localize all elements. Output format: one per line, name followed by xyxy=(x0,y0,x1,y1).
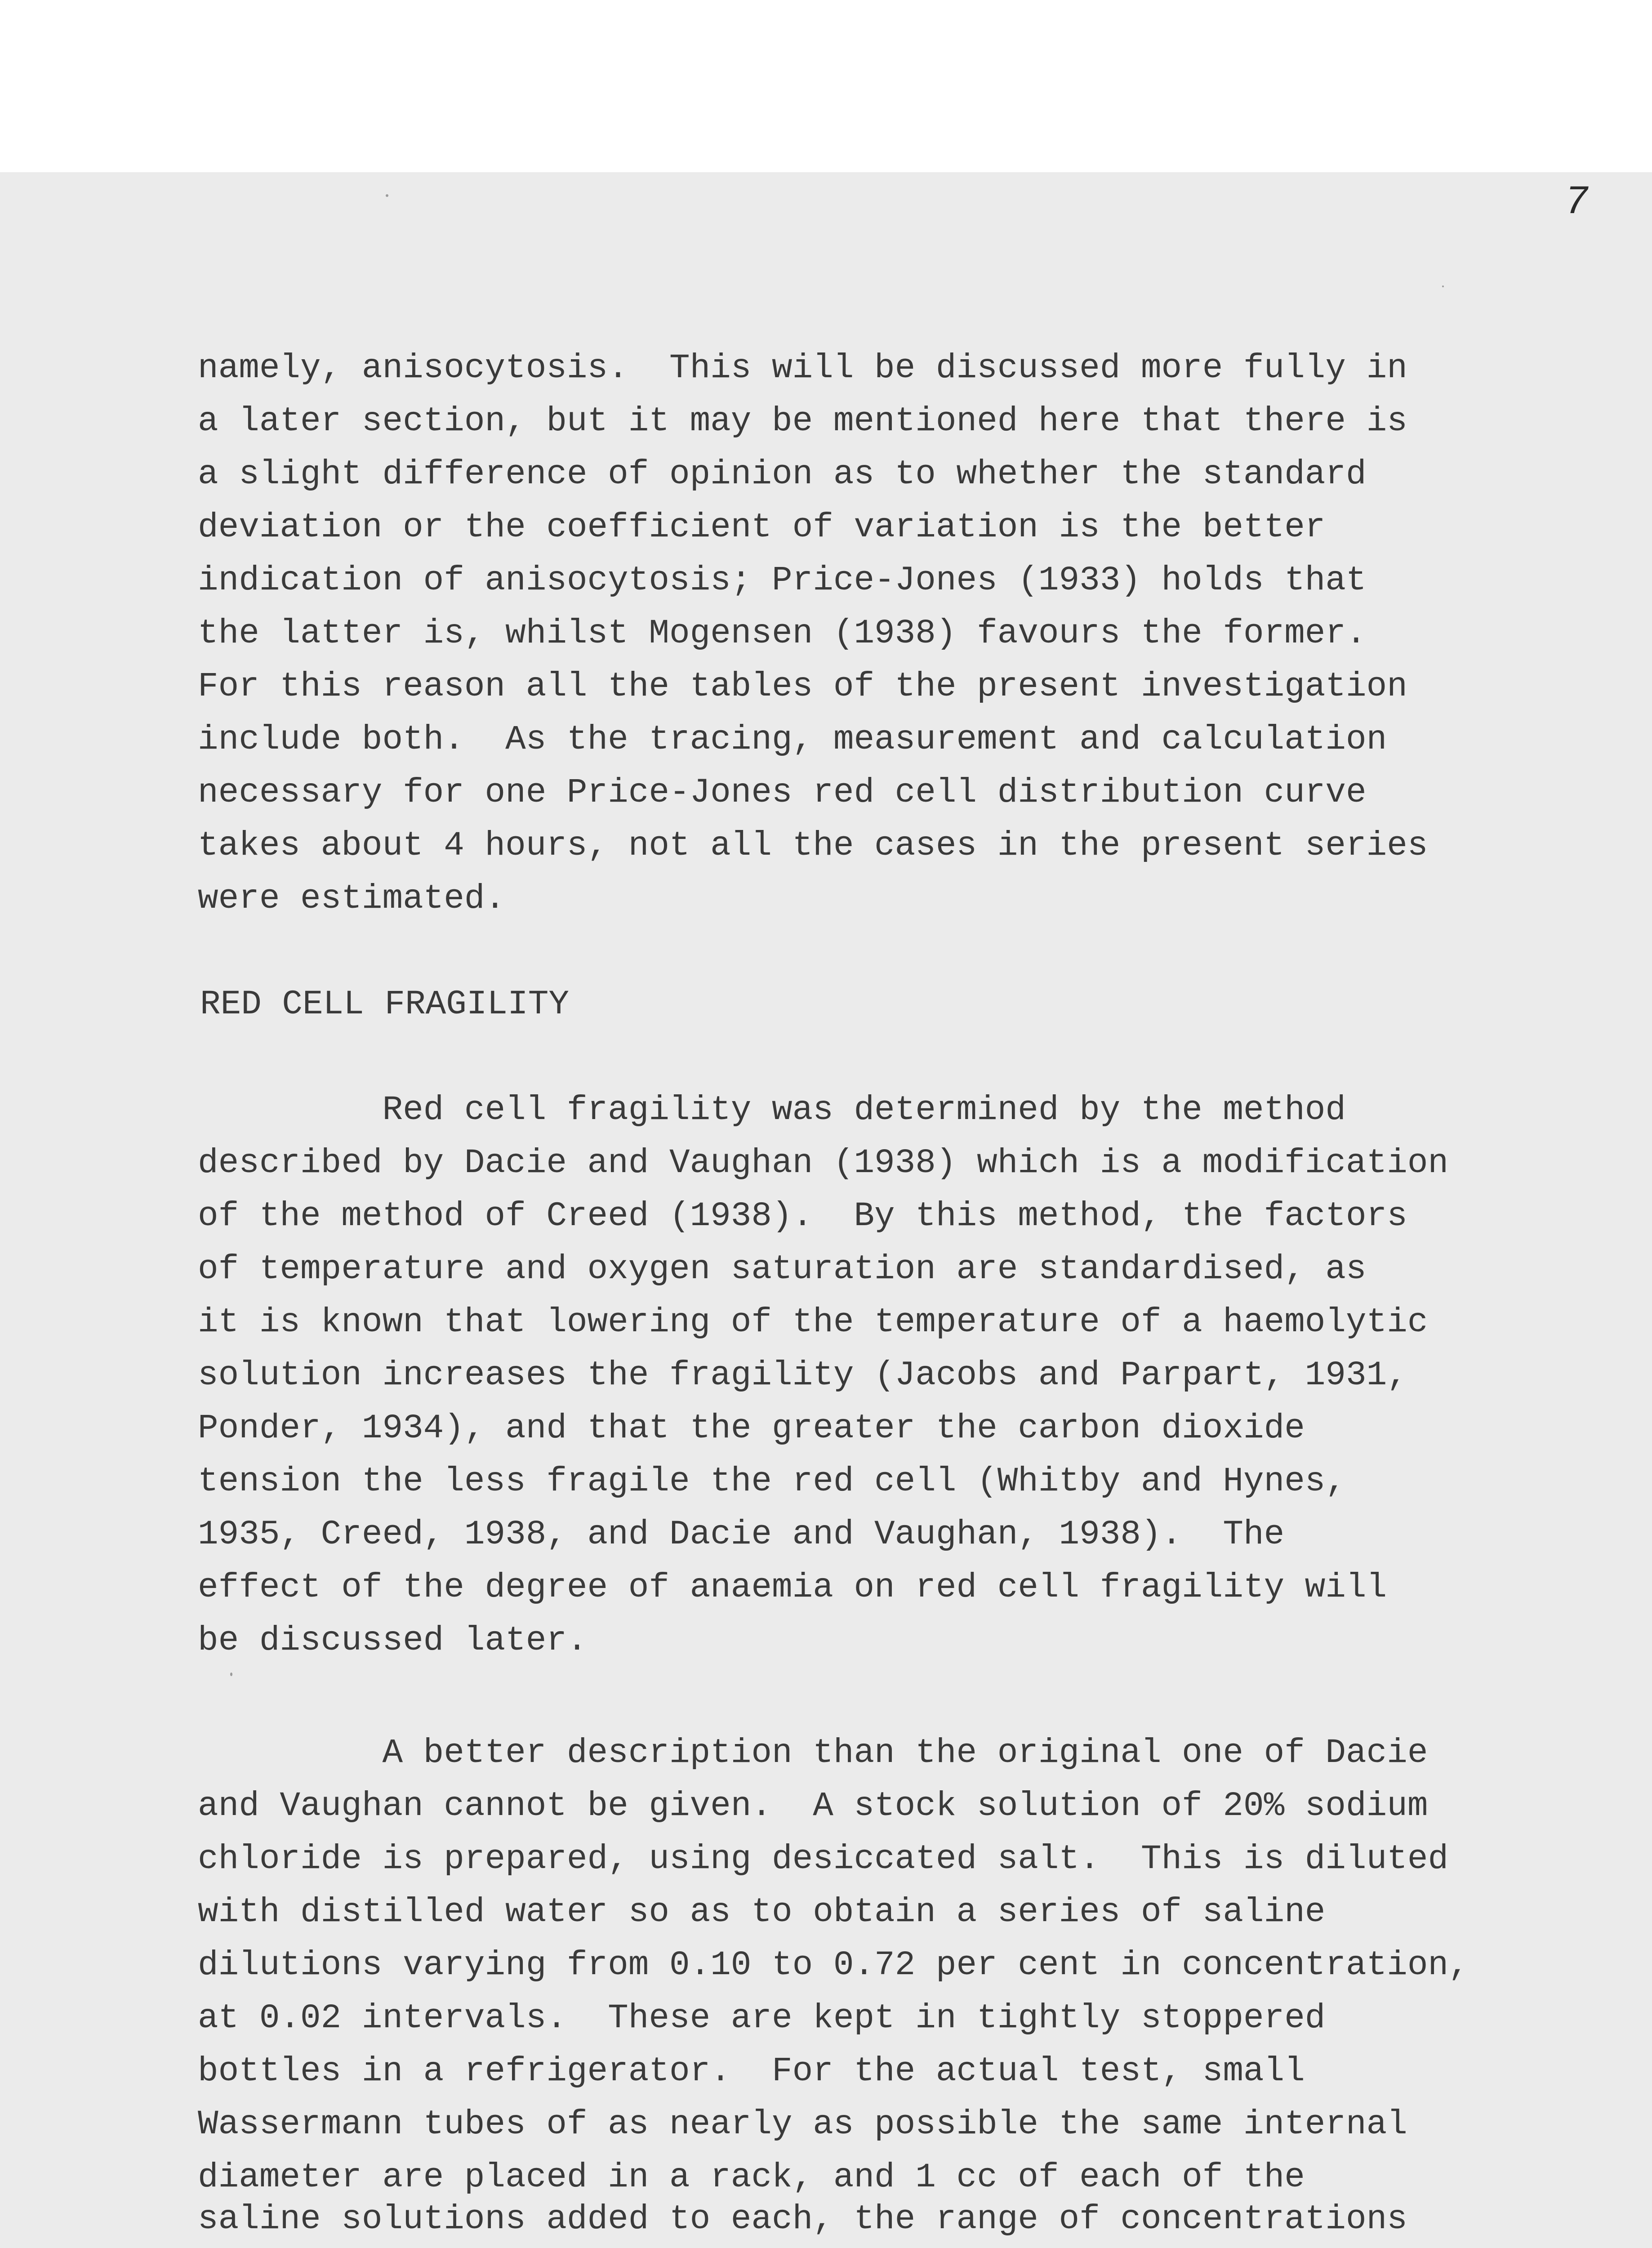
text-line: of the method of Creed (1938). By this method, the factors xyxy=(198,1197,1407,1236)
text-line: Ponder, 1934), and that the greater the carbon dioxide xyxy=(198,1409,1305,1448)
page-number: 7 xyxy=(1564,180,1589,226)
text-line: namely, anisocytosis. This will be discussed more fully in xyxy=(198,349,1407,388)
text-line: diameter are placed in a rack, and 1 cc of each of the xyxy=(198,2158,1305,2197)
text-line: with distilled water so as to obtain a series of saline xyxy=(198,1893,1326,1931)
text-line: include both. As the tracing, measurement and calculation xyxy=(198,720,1387,759)
text-line: necessary for one Price-Jones red cell distribution curve xyxy=(198,773,1367,812)
scan-speck xyxy=(230,1673,232,1676)
text-line: effect of the degree of anaemia on red cell fragility will xyxy=(198,1568,1387,1607)
text-line: it is known that lowering of the temperature of a haemolytic xyxy=(198,1303,1428,1342)
text-line: deviation or the coefficient of variation is the better xyxy=(198,508,1326,547)
text-line: indication of anisocytosis; Price-Jones (1933) holds that xyxy=(198,561,1367,600)
paragraph-anisocytosis xyxy=(198,342,1569,925)
text-line: were estimated. xyxy=(198,879,506,918)
scan-speck xyxy=(386,194,388,197)
text-line: be discussed later. xyxy=(198,1621,588,1660)
paragraph-fragility-method xyxy=(198,1084,1569,1667)
text-line: 1935, Creed, 1938, and Dacie and Vaughan, 1938). The xyxy=(198,1515,1285,1554)
text-line: bottles in a refrigerator. For the actual test, small xyxy=(198,2052,1305,2091)
text-line: takes about 4 hours, not all the cases in the present series xyxy=(198,826,1428,865)
text-line: chloride is prepared, using desiccated salt. This is diluted xyxy=(198,1840,1449,1878)
text-line: solution increases the fragility (Jacobs and Parpart, 1931, xyxy=(198,1356,1407,1395)
text-line: the latter is, whilst Mogensen (1938) favours the former. xyxy=(198,614,1367,653)
text-line: dilutions varying from 0.10 to 0.72 per cent in concentration, xyxy=(198,1946,1469,1985)
text-line: A better description than the original one of Dacie xyxy=(198,1734,1428,1772)
section-heading: RED CELL FRAGILITY xyxy=(200,985,569,1024)
text-line: For this reason all the tables of the present investigation xyxy=(198,667,1407,706)
text-line: a later section, but it may be mentioned here that there is xyxy=(198,402,1407,441)
text-line: at 0.02 intervals. These are kept in tightly stoppered xyxy=(198,1999,1326,2038)
paragraph-procedure xyxy=(198,1726,1569,2246)
text-line: saline solutions added to each, the range of concentrations xyxy=(198,2200,1407,2239)
text-line: tension the less fragile the red cell (Whitby and Hynes, xyxy=(198,1462,1346,1501)
text-line: and Vaughan cannot be given. A stock solution of 20% sodium xyxy=(198,1787,1428,1825)
text-line: Wassermann tubes of as nearly as possible the same internal xyxy=(198,2105,1407,2144)
scan-speck xyxy=(1442,285,1444,287)
text-line: Red cell fragility was determined by the method xyxy=(198,1091,1346,1129)
text-line: of temperature and oxygen saturation are standardised, as xyxy=(198,1250,1367,1289)
text-line: a slight difference of opinion as to whether the standard xyxy=(198,455,1367,494)
text-line: described by Dacie and Vaughan (1938) which is a modification xyxy=(198,1144,1449,1182)
